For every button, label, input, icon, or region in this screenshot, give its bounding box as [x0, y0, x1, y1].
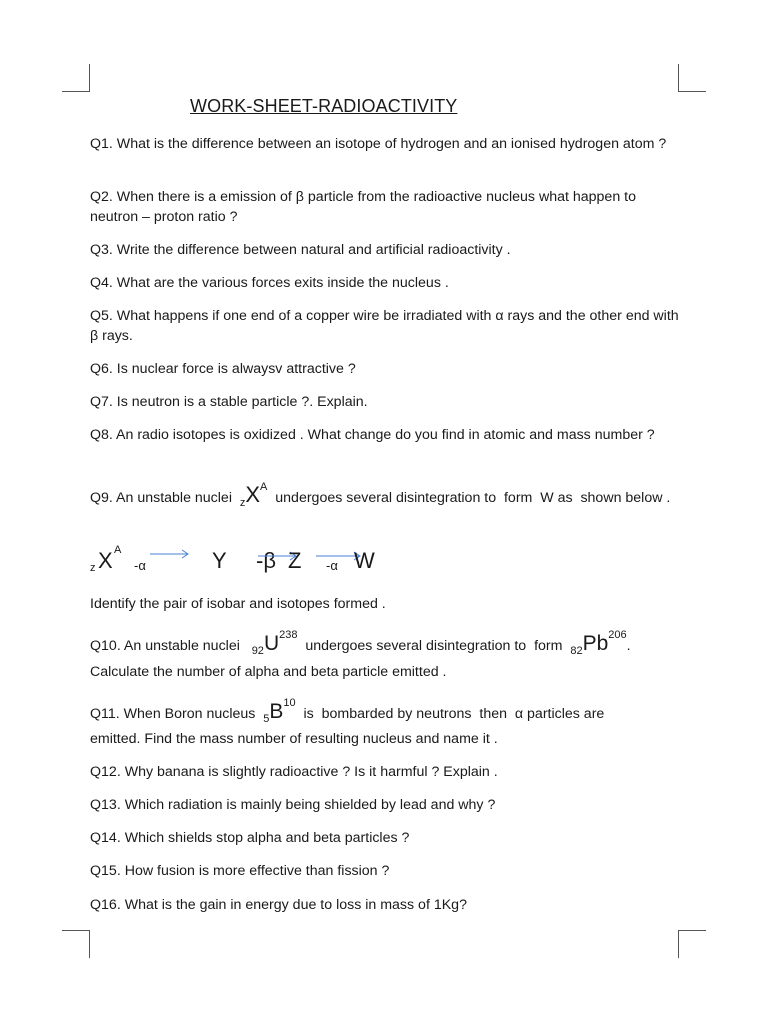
decay-step-3-label: -α	[326, 558, 338, 573]
question-2: Q2. When there is a emission of β particle from the radioactive nucleus what happen to neutron – proton ratio ?	[90, 189, 636, 225]
uranium-mass-number: 238	[279, 629, 298, 641]
question-8: Q8. An radio isotopes is oxidized . What change do you find in atomic and mass number ?	[90, 427, 655, 443]
question-11-prefix: Q11. When Boron nucleus	[90, 706, 264, 722]
boron-symbol: B	[269, 700, 284, 723]
nuclide-x-mass-number: A	[260, 481, 268, 493]
question-10-line-2: Calculate the number of alpha and beta particle emitted .	[90, 664, 447, 680]
boron-atomic-number: 5	[263, 713, 270, 725]
question-11	[90, 697, 680, 725]
question-6: Q6. Is nuclear force is alwaysv attractive ?	[90, 361, 356, 377]
question-10	[90, 629, 700, 657]
question-13: Q13. Which radiation is mainly being shielded by lead and why ?	[90, 797, 496, 813]
question-11-line-2: emitted. Find the mass number of resulting nucleus and name it .	[90, 731, 498, 747]
decay-y-symbol: Y	[212, 548, 227, 573]
decay-x-mass-number: A	[114, 544, 122, 556]
question-16: Q16. What is the gain in energy due to loss in mass of 1Kg?	[90, 897, 467, 913]
question-7: Q7. Is neutron is a stable particle ?. Explain.	[90, 394, 368, 410]
worksheet-title: WORK-SHEET-RADIOACTIVITY	[190, 96, 458, 116]
decay-x-symbol: X	[98, 548, 113, 573]
question-12: Q12. Why banana is slightly radioactive ? Is it harmful ? Explain .	[90, 764, 498, 780]
question-15: Q15. How fusion is more effective than fission ?	[90, 863, 390, 879]
decay-w-symbol: W	[354, 548, 375, 573]
question-9-identify: Identify the pair of isobar and isotopes formed .	[90, 596, 386, 612]
decay-arrow-1	[150, 548, 192, 560]
lead-symbol: Pb	[582, 632, 609, 655]
nuclide-x-atomic-number: z	[239, 497, 246, 509]
decay-z-symbol: Z	[288, 548, 302, 573]
question-3: Q3. Write the difference between natural and artificial radioactivity .	[90, 242, 511, 258]
question-10-middle: undergoes several disintegration to form	[297, 638, 571, 654]
uranium-symbol: U	[263, 632, 280, 655]
question-1: Q1. What is the difference between an isotope of hydrogen and an ionised hydrogen atom ?	[90, 136, 667, 152]
question-4: Q4. What are the various forces exits inside the nucleus .	[90, 275, 449, 291]
question-11-suffix: is bombarded by neutrons then α particles are	[295, 706, 605, 722]
boron-mass-number: 10	[283, 697, 296, 709]
question-10-end: .	[626, 638, 631, 654]
lead-mass-number: 206	[608, 629, 627, 641]
question-9-prefix: Q9. An unstable nuclei	[90, 490, 240, 506]
decay-step-1-label: -α	[134, 558, 146, 573]
decay-step-2-label: -β	[256, 548, 276, 573]
question-10-prefix: Q10. An unstable nuclei	[90, 638, 252, 654]
question-5: Q5. What happens if one end of a copper wire be irradiated with α rays and the other end with β rays.	[90, 308, 679, 344]
question-9	[90, 481, 680, 509]
decay-chain	[88, 544, 408, 584]
uranium-atomic-number: 92	[251, 645, 264, 657]
question-14: Q14. Which shields stop alpha and beta particles ?	[90, 830, 410, 846]
lead-atomic-number: 82	[570, 645, 583, 657]
decay-x-atomic-number: z	[90, 562, 96, 574]
question-9-suffix: undergoes several disintegration to form W as shown below .	[267, 490, 671, 506]
nuclide-x-symbol: X	[245, 482, 261, 507]
